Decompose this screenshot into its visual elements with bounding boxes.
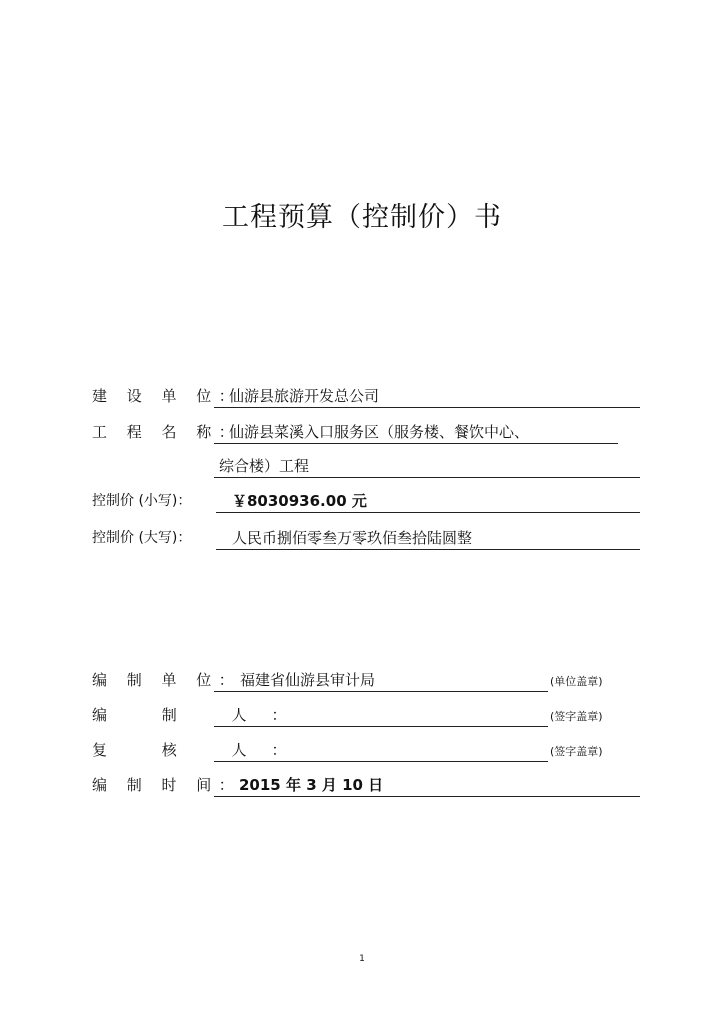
compile-date-row — [92, 771, 642, 797]
page-number: 1 — [359, 954, 365, 964]
reviewer-stamp: (签字盖章) — [550, 745, 603, 758]
compiler-stamp: (签字盖章) — [550, 710, 603, 723]
price-small-value: ￥8030936.00 元 — [232, 492, 367, 510]
price-small-row — [92, 487, 642, 513]
compiler-label: 编 制 人： — [92, 706, 312, 724]
project-name-line-2: 综合楼）工程 — [219, 457, 310, 475]
reviewer-row — [92, 736, 642, 762]
compile-unit-row — [92, 666, 642, 692]
compile-unit-stamp: (单位盖章) — [550, 675, 603, 688]
project-name-line-1: 仙游县菜溪入口服务区（服务楼、餐饮中心、 — [229, 423, 530, 441]
compiler-underline — [214, 702, 548, 727]
price-large-label: 控制价 (大写)： — [92, 530, 192, 546]
price-small-label: 控制价 (小写)： — [92, 493, 192, 509]
builder-value: 仙游县旅游开发总公司 — [229, 387, 380, 405]
price-large-value: 人民币捌佰零叁万零玖佰叁拾陆圆整 — [232, 529, 473, 547]
compile-unit-value: 福建省仙游县审计局 — [240, 671, 376, 689]
compile-date-value: 2015 年 3 月 10 日 — [239, 776, 384, 794]
project-name-label: 工 程 名 称： — [92, 423, 242, 441]
reviewer-underline — [214, 737, 548, 762]
price-large-row — [92, 524, 642, 550]
project-name-row — [92, 418, 642, 444]
compile-unit-label: 编 制 单 位： — [92, 671, 242, 689]
builder-label: 建 设 单 位： — [92, 387, 242, 405]
project-name-row-2 — [92, 452, 642, 478]
builder-row — [92, 382, 642, 408]
reviewer-label: 复 核 人： — [92, 741, 312, 759]
document-title: 工程预算（控制价）书 — [222, 202, 502, 233]
compiler-row — [92, 701, 642, 727]
compile-date-label: 编 制 时 间： — [92, 776, 242, 794]
